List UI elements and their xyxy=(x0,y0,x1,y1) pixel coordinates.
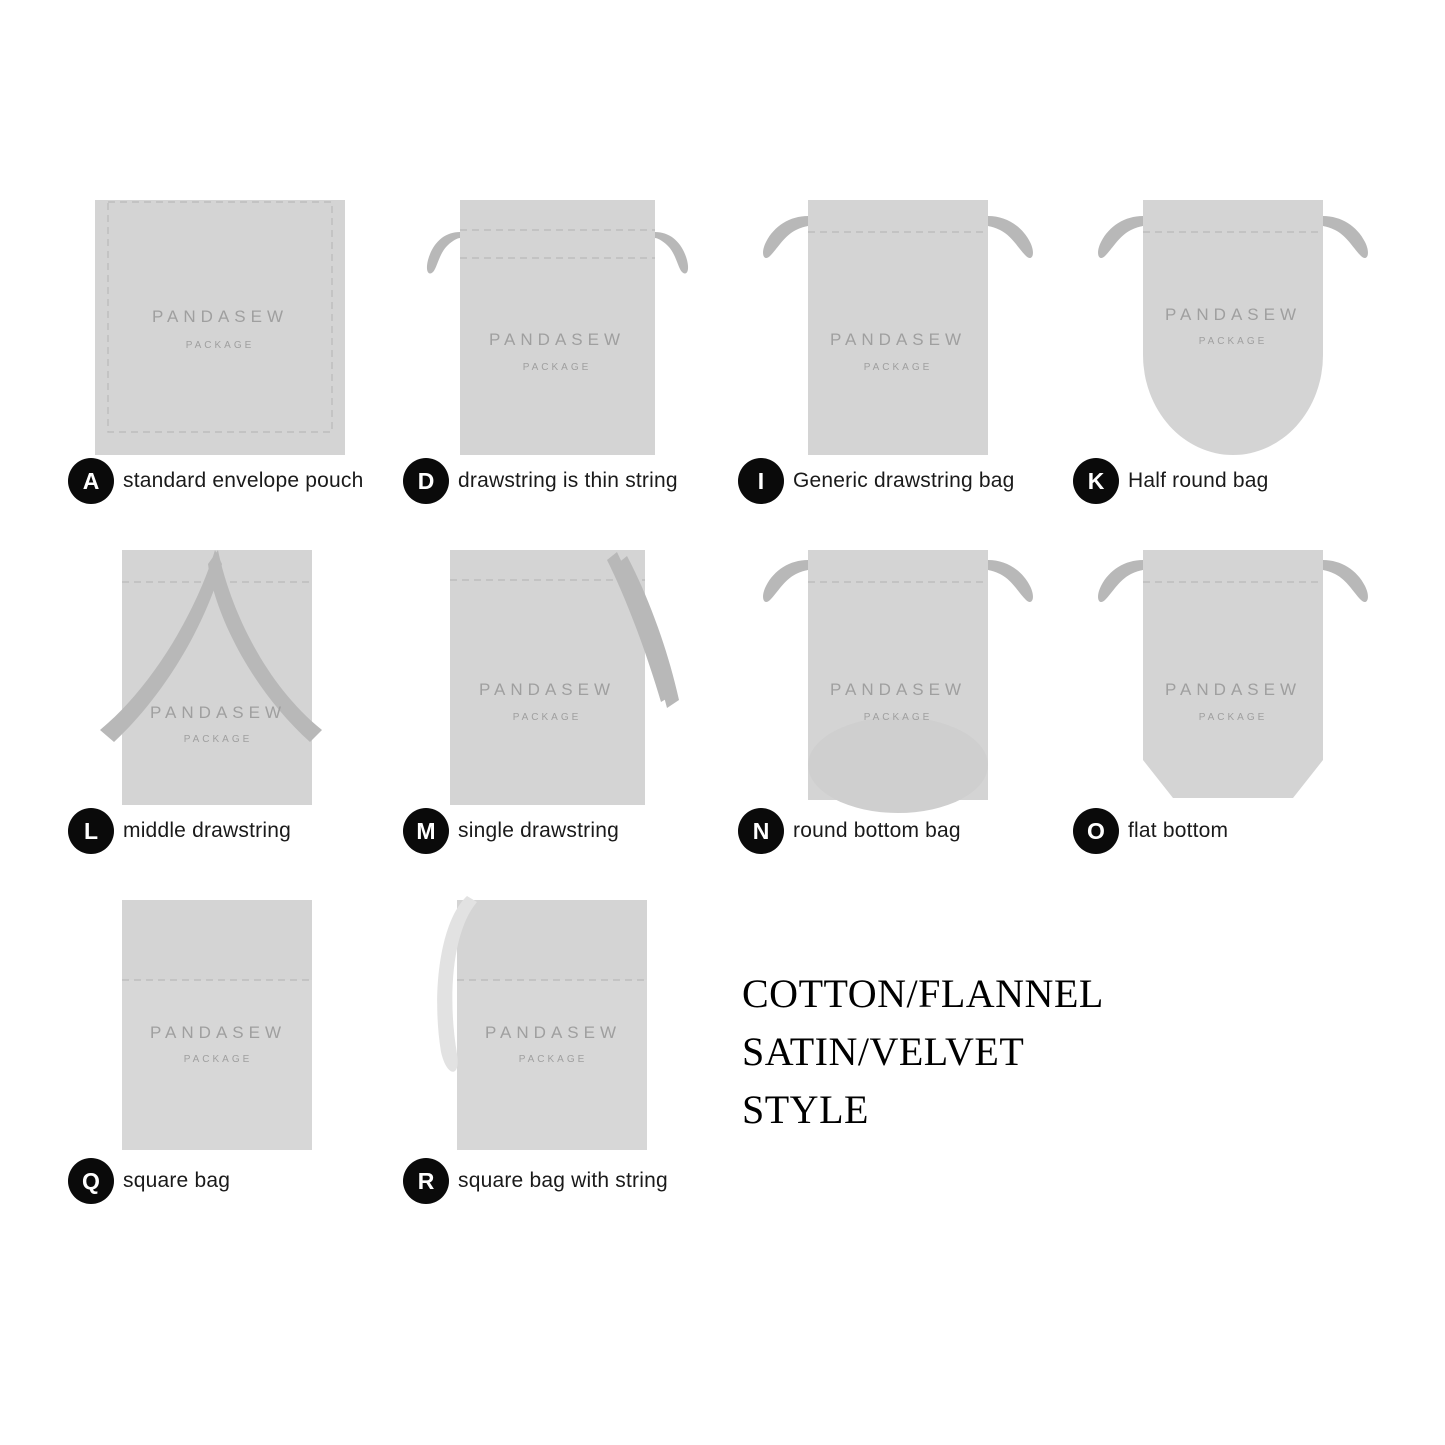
svg-text:PACKAGE: PACKAGE xyxy=(183,1054,253,1065)
caption-k xyxy=(1073,458,1269,504)
caption-i xyxy=(738,458,1015,504)
generic-drawstring-bag-illustration xyxy=(730,180,1060,470)
bag-item-a[interactable] xyxy=(60,180,390,510)
badge-r: R xyxy=(403,1158,449,1204)
envelope-pouch-illustration xyxy=(60,180,390,470)
label-l: middle drawstring xyxy=(123,819,291,842)
svg-text:PANDASEW: PANDASEW xyxy=(1164,680,1302,699)
caption-q xyxy=(68,1158,230,1204)
svg-text:PANDASEW: PANDASEW xyxy=(151,307,289,326)
title-line-2: SATIN/VELVET xyxy=(742,1029,1025,1074)
label-i: Generic drawstring bag xyxy=(793,469,1015,492)
svg-text:PANDASEW: PANDASEW xyxy=(149,703,287,722)
svg-text:PACKAGE: PACKAGE xyxy=(863,712,933,723)
svg-text:PANDASEW: PANDASEW xyxy=(1164,305,1302,324)
square-bag-illustration xyxy=(60,880,390,1170)
svg-text:PACKAGE: PACKAGE xyxy=(183,734,253,745)
svg-text:PANDASEW: PANDASEW xyxy=(829,330,967,349)
svg-text:PACKAGE: PACKAGE xyxy=(863,362,933,373)
title-line-3: STYLE xyxy=(742,1087,869,1132)
title-line-1: COTTON/FLANNEL xyxy=(742,971,1104,1016)
svg-text:PACKAGE: PACKAGE xyxy=(522,362,592,373)
title-block xyxy=(742,965,1342,1139)
bag-item-q[interactable] xyxy=(60,880,390,1210)
label-o: flat bottom xyxy=(1128,819,1229,842)
caption-l xyxy=(68,808,291,854)
badge-o: O xyxy=(1073,808,1119,854)
caption-a xyxy=(68,458,363,504)
middle-drawstring-bag-illustration xyxy=(60,530,390,820)
badge-m: M xyxy=(403,808,449,854)
caption-m xyxy=(403,808,619,854)
label-a: standard envelope pouch xyxy=(123,469,364,492)
bag-item-k[interactable] xyxy=(1065,180,1395,510)
badge-k: K xyxy=(1073,458,1119,504)
bag-item-r[interactable] xyxy=(395,880,725,1210)
label-q: square bag xyxy=(123,1169,231,1192)
flat-bottom-bag-illustration xyxy=(1065,530,1395,820)
label-r: square bag with string xyxy=(458,1169,668,1192)
svg-text:PACKAGE: PACKAGE xyxy=(185,340,255,351)
bag-item-m[interactable] xyxy=(395,530,725,860)
caption-d xyxy=(403,458,678,504)
round-bottom-bag-illustration xyxy=(730,530,1060,820)
badge-d: D xyxy=(403,458,449,504)
svg-text:PACKAGE: PACKAGE xyxy=(512,712,582,723)
label-m: single drawstring xyxy=(458,819,619,842)
bag-item-n[interactable] xyxy=(730,530,1060,860)
caption-r xyxy=(403,1158,668,1204)
badge-l: L xyxy=(68,808,114,854)
svg-text:PACKAGE: PACKAGE xyxy=(1198,336,1268,347)
svg-text:PANDASEW: PANDASEW xyxy=(488,330,626,349)
single-drawstring-bag-illustration xyxy=(395,530,725,820)
svg-text:PACKAGE: PACKAGE xyxy=(1198,712,1268,723)
label-n: round bottom bag xyxy=(793,819,961,842)
svg-text:PACKAGE: PACKAGE xyxy=(518,1054,588,1065)
svg-text:PANDASEW: PANDASEW xyxy=(149,1023,287,1042)
label-k: Half round bag xyxy=(1128,469,1269,492)
bag-item-l[interactable] xyxy=(60,530,390,860)
bag-item-d[interactable] xyxy=(395,180,725,510)
svg-text:PANDASEW: PANDASEW xyxy=(478,680,616,699)
thin-string-drawstring-bag-illustration xyxy=(395,180,725,470)
caption-n xyxy=(738,808,961,854)
badge-q: Q xyxy=(68,1158,114,1204)
svg-text:PANDASEW: PANDASEW xyxy=(829,680,967,699)
bag-item-o[interactable] xyxy=(1065,530,1395,860)
badge-a: A xyxy=(68,458,114,504)
label-d: drawstring is thin string xyxy=(458,469,678,492)
caption-o xyxy=(1073,808,1228,854)
svg-text:PANDASEW: PANDASEW xyxy=(484,1023,622,1042)
bag-item-i[interactable] xyxy=(730,180,1060,510)
badge-i: I xyxy=(738,458,784,504)
half-round-bag-illustration xyxy=(1065,180,1395,470)
badge-n: N xyxy=(738,808,784,854)
square-bag-with-string-illustration xyxy=(395,880,725,1170)
